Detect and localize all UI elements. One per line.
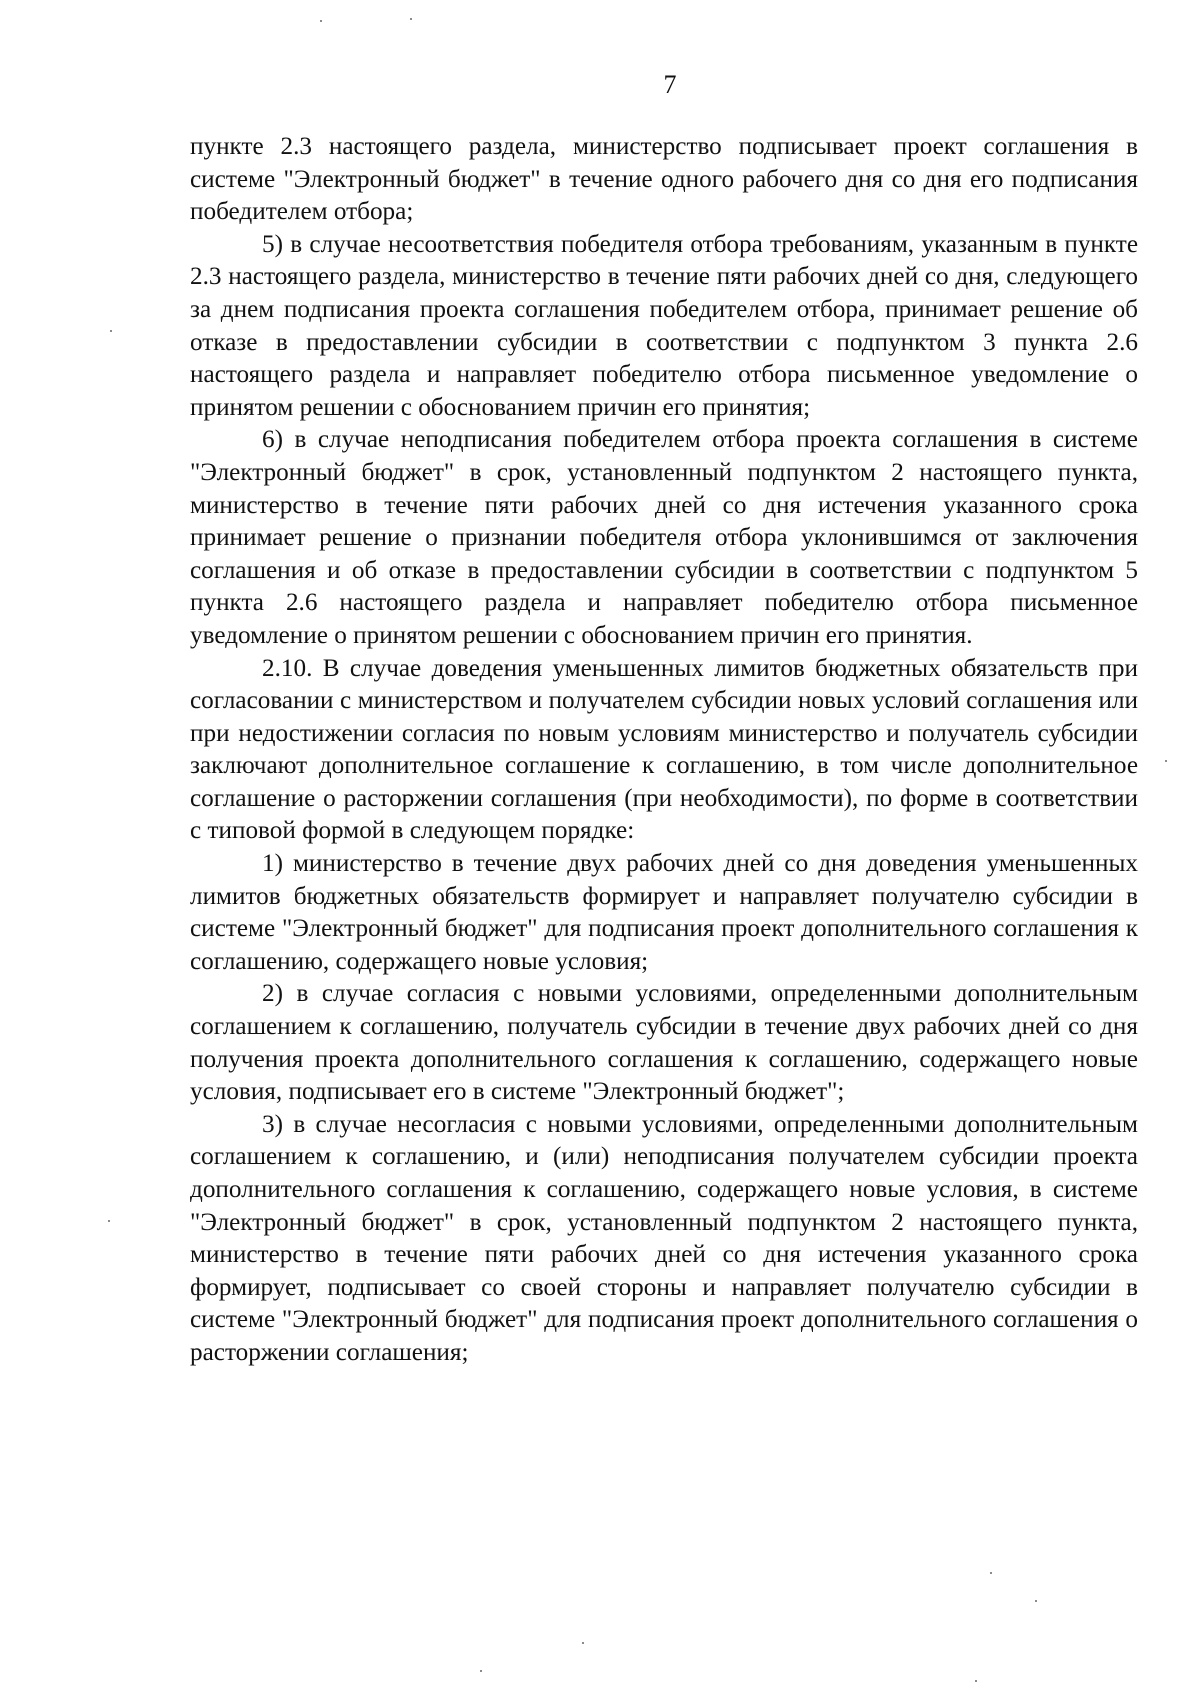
scan-speck [1035, 1600, 1037, 1602]
paragraph-section-2-10: 2.10. В случае доведения уменьшенных лимитов бюджетных обязательств при согласовании с министерством и получателем субсидии новых условий соглашения или при недостижении согласия по новым условиям министерство и получатель субсидии заключают дополнительное соглашение к соглашению, в том числе дополнительное соглашение о расторжении соглашения (при необходимости), по форме в соответствии с типовой формой в следующем порядке: [190, 654, 1138, 845]
scan-speck [582, 1642, 584, 1644]
scan-speck [990, 1572, 992, 1574]
scan-speck [320, 20, 322, 22]
scan-speck [410, 18, 412, 20]
scan-speck [975, 1680, 977, 1682]
page-number: 7 [663, 70, 677, 99]
scan-speck [108, 1220, 110, 1222]
paragraph-2-10-item-1: 1) министерство в течение двух рабочих дней со дня доведения уменьшенных лимитов бюджетных обязательств формирует и направляет получателю субсидии в системе "Электронный бюджет" для подписания проект дополнительного соглашения к соглашению, содержащего новые условия; [190, 850, 1138, 975]
scan-speck [480, 1670, 482, 1672]
scan-speck [1165, 760, 1167, 762]
paragraph-item-5: 5) в случае несоответствия победителя отбора требованиям, указанным в пункте 2.3 настоящего раздела, министерство в течение пяти рабочих дней со дня, следующего за днем подписания проекта соглашения победителем отбора, принимает решение об отказе в предоставлении субсидии в соответствии с подпунктом 3 пункта 2.6 настоящего раздела и направляет победителю отбора письменное уведомление о принятом решении с обоснованием причин его принятия; [190, 230, 1138, 421]
scan-speck [110, 330, 112, 332]
paragraph-item-6: 6) в случае неподписания победителем отбора проекта соглашения в системе "Электронный бюджет" в срок, установленный подпунктом 2 настоящего пункта, министерство в течение пяти рабочих дней со дня истечения указанного срока принимает решение о признании победителя отбора уклонившимся от заключения соглашения и об отказе в предоставлении субсидии в соответствии с подпунктом 5 пункта 2.6 настоящего раздела и направляет победителю отбора письменное уведомление о принятом решении с обоснованием причин его принятия. [190, 426, 1138, 649]
paragraph-2-10-item-3: 3) в случае несогласия с новыми условиями, определенными дополнительным соглашением к соглашению, и (или) неподписания получателем субсидии проекта дополнительного соглашения к соглашению, содержащего новые условия, в системе "Электронный бюджет" в срок, установленный подпунктом 2 настоящего пункта, министерство в течение пяти рабочих дней со дня истечения указанного срока формирует, подписывает со своей стороны и направляет получателю субсидии в системе "Электронный бюджет" для подписания проект дополнительного соглашения о расторжении соглашения; [190, 1110, 1138, 1366]
paragraph-continuation: пункте 2.3 настоящего раздела, министерство подписывает проект соглашения в системе "Электронный бюджет" в течение одного рабочего дня со дня его подписания победителем отбора; [190, 133, 1138, 226]
paragraph-2-10-item-2: 2) в случае согласия с новыми условиями, определенными дополнительным соглашением к соглашению, получатель субсидии в течение двух рабочих дней со дня получения проекта дополнительного соглашения к соглашению, содержащего новые условия, подписывает его в системе "Электронный бюджет"; [190, 980, 1138, 1106]
document-body [190, 131, 1138, 1370]
